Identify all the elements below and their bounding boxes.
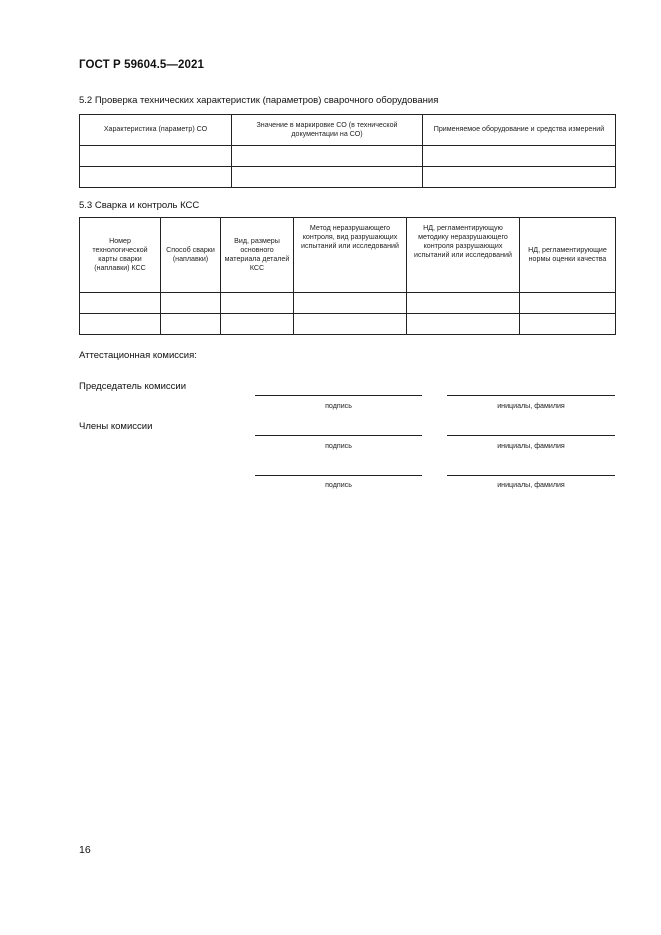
section-5-2-title: 5.2 Проверка технических характеристик (параметров) сварочного оборудования (79, 95, 439, 106)
table-row (80, 167, 616, 188)
commission-title: Аттестационная комиссия: (79, 350, 197, 361)
page-number: 16 (79, 844, 91, 856)
equipment-check-table (79, 114, 616, 188)
name-line (447, 475, 615, 476)
table-cell (80, 293, 161, 314)
table-cell (294, 293, 407, 314)
column-header: Применяемое оборудование и средства измерений (423, 115, 616, 146)
column-header: Вид, размеры основного материала деталей КСС (221, 218, 294, 293)
name-line (447, 395, 615, 396)
column-header: НД, регламентирующую методику неразрушающего контроля разрушающих испытаний или исследований (407, 218, 520, 293)
table-row (80, 314, 616, 335)
table-cell (221, 293, 294, 314)
table-cell (80, 167, 232, 188)
name-line (447, 435, 615, 436)
table-cell (80, 146, 232, 167)
members-label: Члены комиссии (79, 421, 153, 432)
welding-control-table (79, 217, 616, 335)
table-cell (407, 314, 520, 335)
signature-line (255, 475, 422, 476)
table-cell (520, 293, 616, 314)
signature-caption: подпись (325, 481, 352, 489)
table-cell (161, 293, 221, 314)
column-header: Метод неразрушающего контроля, вид разрушающих испытаний или исследований (294, 218, 407, 293)
column-header: НД, регламентирующие нормы оценки качества (520, 218, 616, 293)
signature-line (255, 395, 422, 396)
table-row (80, 293, 616, 314)
column-header: Способ сварки (наплавки) (161, 218, 221, 293)
signature-line (255, 435, 422, 436)
section-5-3-title: 5.3 Сварка и контроль КСС (79, 200, 200, 211)
table-cell (520, 314, 616, 335)
table-cell (232, 146, 423, 167)
column-header: Значение в маркировке СО (в технической документации на СО) (232, 115, 423, 146)
chair-label: Председатель комиссии (79, 381, 187, 392)
column-header: Номер технологической карты сварки (наплавки) КСС (80, 218, 161, 293)
document-code: ГОСТ Р 59604.5—2021 (79, 59, 204, 71)
table-cell (80, 314, 161, 335)
table-cell (423, 167, 616, 188)
table-cell (161, 314, 221, 335)
name-caption: инициалы, фамилия (497, 442, 565, 450)
signature-caption: подпись (325, 402, 352, 410)
column-header: Характеристика (параметр) СО (80, 115, 232, 146)
name-caption: инициалы, фамилия (497, 402, 565, 410)
table-header-row (80, 218, 616, 293)
table-cell (221, 314, 294, 335)
table-cell (294, 314, 407, 335)
table-header-row (80, 115, 616, 146)
name-caption: инициалы, фамилия (497, 481, 565, 489)
table-cell (423, 146, 616, 167)
table-cell (232, 167, 423, 188)
signature-caption: подпись (325, 442, 352, 450)
table-cell (407, 293, 520, 314)
table-row (80, 146, 616, 167)
